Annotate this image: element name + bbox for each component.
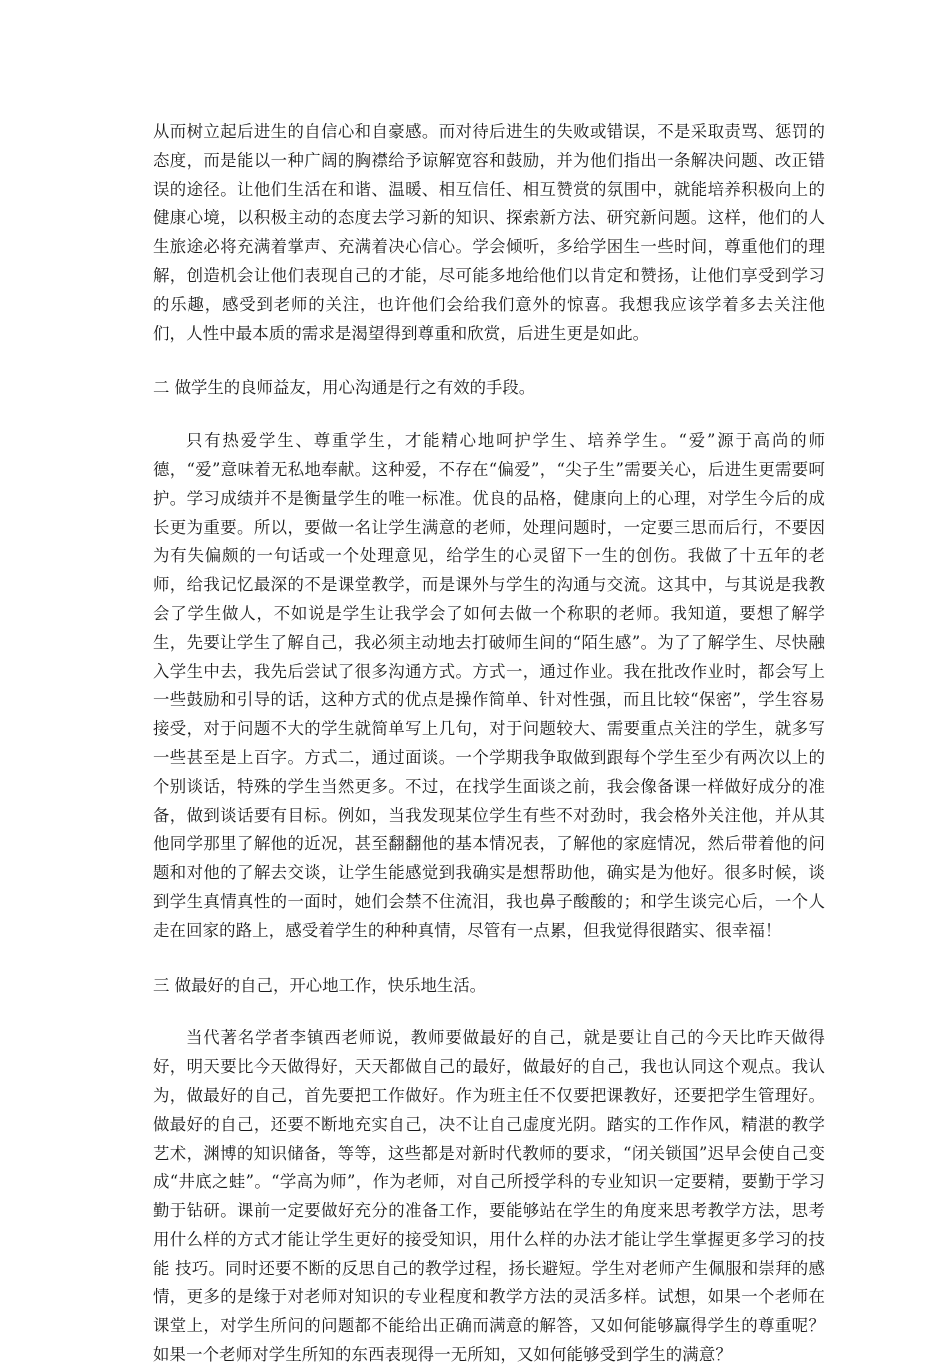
paragraph-1: 从而树立起后进生的自信心和自豪感。而对待后进生的失败或错误，不是采取责骂、惩罚的态度，而是能以一种广阔的胸襟给予谅解宽容和鼓励，并为他们指出一条解决问题、改正错误的途径。让他们生活在和谐、温暖、相互信任、相互赞赏的氛围中，就能培养积极向上的健康心境，以积极主动的态度去学习新的知识、探索新方法、研究新问题。这样，他们的人生旅途必将充满着掌声、充满着决心信心。学会倾听，多给学困生一些时间，尊重他们的理解，创造机会让他们表现自己的才能，尽可能多地给他们以肯定和赞扬，让他们享受到学习的乐趣，感受到老师的关注，也许他们会给我们意外的惊喜。我想我应该学着多去关注他们，人性中最本质的需求是渴望得到尊重和欣赏，后进生更是如此。 (153, 122, 825, 343)
spacer (153, 403, 825, 427)
document-page (153, 118, 825, 1370)
section-heading-2: 二 做学生的良师益友，用心沟通是行之有效的手段。 (153, 378, 536, 398)
spacer (153, 946, 825, 972)
spacer (153, 1000, 825, 1024)
section-heading-3: 三 做最好的自己，开心地工作，快乐地生活。 (153, 975, 487, 995)
spacer (153, 348, 825, 374)
paragraph-2: 只有热爱学生、尊重学生，才能精心地呵护学生、培养学生。“爱”源于高尚的师德，“爱”意味着无私地奉献。这种爱，不存在“偏爱”，“尖子生”需要关心，后进生更需要呵护。学习成绩并不是衡量学生的唯一标准。优良的品格，健康向上的心理，对学生今后的成长更为重要。所以，要做一名让学生满意的老师，处理问题时，一定要三思而后行，不要因为有失偏颇的一句话或一个处理意见，给学生的心灵留下一生的创伤。我做了十五年的老师，给我记忆最深的不是课堂教学，而是课外与学生的沟通与交流。这其中，与其说是我教会了学生做人，不如说是学生让我学会了如何去做一个称职的老师。我知道，要想了解学生，先要让学生了解自己，我必须主动地去打破师生间的“陌生感”。为了了解学生、尽快融入学生中去，我先后尝试了很多沟通方式。方式一，通过作业。我在批改作业时，都会写上一些鼓励和引导的话，这种方式的优点是操作简单、针对性强，而且比较“保密”，学生容易接受，对于问题不大的学生就简单写上几句，对于问题较大、需要重点关注的学生，就多写一些甚至是上百字。方式二，通过面谈。一个学期我争取做到跟每个学生至少有两次以上的个别谈话，特殊的学生当然更多。不过，在找学生面谈之前，我会像备课一样做好成分的准备，做到谈话要有目标。例如，当我发现某位学生有些不对劲时，我会格外关注他，并从其他同学那里了解他的近况，甚至翻翻他的基本情况表，了解他的家庭情况，然后带着他的问题和对他的了解去交谈，让学生能感觉到我确实是想帮助他，确实是为他好。很多时候，谈到学生真情真性的一面时，她们会禁不住流泪，我也鼻子酸酸的；和学生谈完心后，一个人走在回家的路上，感受着学生的种种真情，尽管有一点累，但我觉得很踏实、很幸福！ (153, 431, 825, 940)
paragraph-3: 当代著名学者李镇西老师说，教师要做最好的自己，就是要让自己的今天比昨天做得好，明天要比今天做得好，天天都做自己的最好，做最好的自己，我也认同这个观点。我认为，做最好的自己，首先要把工作做好。作为班主任不仅要把课教好，还要把学生管理好。做最好的自己，还要不断地充实自己，决不让自己虚度光阴。踏实的工作作风，精湛的教学艺术，渊博的知识储备，等等，这些都是对新时代教师的要求，“闭关锁国”迟早会使自己变成“井底之蛙”。“学高为师”，作为老师，对自己所授学科的专业知识一定要精，要勤于学习勤于钻研。课前一定要做好充分的准备工作，要能够站在学生的角度来思考教学方法，思考用什么样的方式才能让学生更好的接受知识，用什么样的办法才能让学生掌握更多学习的技能 技巧。同时还要不断的反思自己的教学过程，扬长避短。学生对老师产生佩服和崇拜的感情，更多的是缘于对老师对知识的专业程度和教学方法的灵活多样。试想，如果一个老师在课堂上，对学生所问的问题都不能给出正确而满意的解答，又如何能够赢得学生的尊重呢？如果一个老师对学生所知的东西表现得一无所知，又如何能够受到学生的满意？ (153, 1028, 825, 1365)
